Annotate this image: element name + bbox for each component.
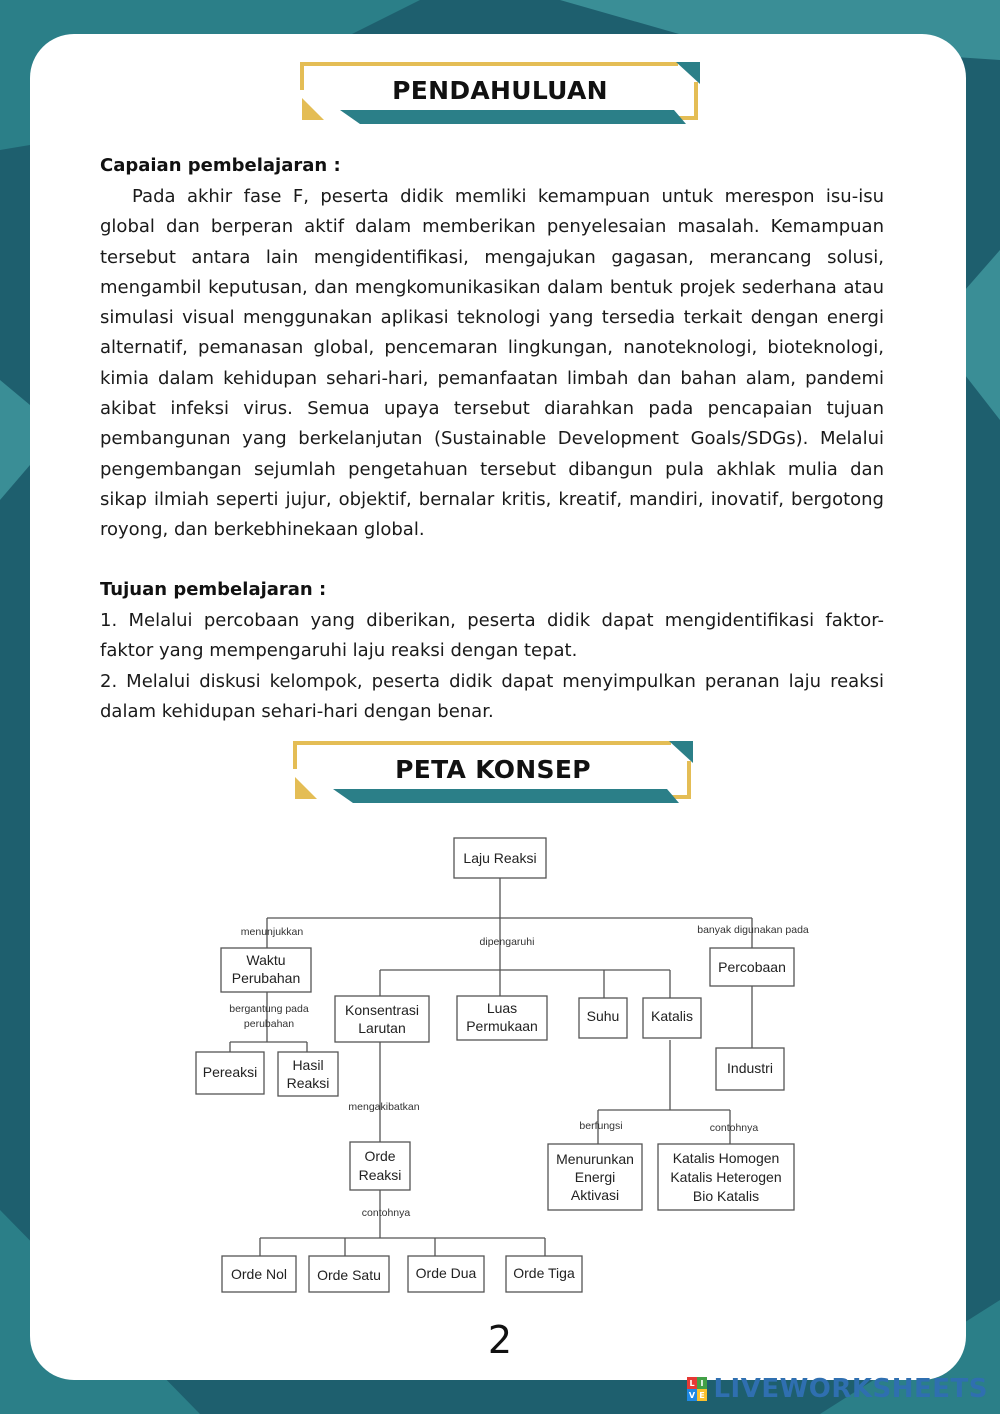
- label-orde-nol: Orde Nol: [230, 1266, 288, 1282]
- concept-map: [180, 822, 840, 1312]
- label-percobaan: Percobaan: [718, 959, 786, 975]
- label-katalis: Katalis: [650, 1008, 694, 1024]
- label-permukaan: Permukaan: [466, 1018, 538, 1034]
- label-orde-tiga: Orde Tiga: [513, 1265, 575, 1281]
- label-orde-satu: Orde Satu: [317, 1267, 381, 1283]
- label-larutan: Larutan: [358, 1020, 406, 1036]
- label-energi: Energi: [574, 1169, 616, 1185]
- label-katalis-homogen: Katalis Homogen: [672, 1150, 780, 1166]
- page-number: 2: [487, 1318, 513, 1362]
- label-konsentrasi: Konsentrasi: [345, 1002, 419, 1018]
- label-hasil: Hasil: [292, 1057, 324, 1073]
- tujuan-item: 1. Melalui percobaan yang diberikan, peserta didik dapat mengidentifikasi faktor-faktor yang mempengaruhi laju reaksi dengan tepat.: [100, 610, 884, 662]
- label-pereaksi: Pereaksi: [202, 1064, 258, 1080]
- label-luas: Luas: [486, 1000, 518, 1016]
- badge-letter: L: [689, 1379, 696, 1388]
- link-perubahan: perubahan: [243, 1018, 295, 1030]
- label-menurunkan: Menurunkan: [556, 1151, 634, 1167]
- link-contohnya-katalis: contohnya: [709, 1122, 759, 1134]
- capaian-text: Pada akhir fase F, peserta didik memliki kemampuan untuk merespon isu-isu global dan berperan aktif dalam memberikan penyelesaian masalah. Kemampuan tersebut antara lain mengidentifikasi, mengajukan gagasan, merancang solusi, mengambil keputusan, dan mengkomunikasikan dalam bentuk projek sederhana atau simulasi visual menggunakan aplikasi teknologi yang tersedia terkait dengan energi alternatif, pemanasan global, pencemaran lingkungan, nanoteknologi, bioteknologi, kimia dalam kehidupan sehari-hari, pemanfaatan limbah dan bahan alam, pandemi akibat infeksi virus. Semua upaya tersebut diarahkan pada pencapaian tujuan pembangunan yang berkelanjutan (Sustainable Development Goals/SDGs). Melalui pengembangan sejumlah pengetahuan tersebut dibangun pula akhlak mulia dan sikap ilmiah seperti jujur, objektif, bernalar kritis, kreatif, mandiri, inovatif, bergotong royong, dan berkebhinekaan global.: [100, 186, 884, 541]
- label-orde: Orde: [364, 1148, 396, 1164]
- badge-letter: E: [699, 1391, 706, 1400]
- link-mengakibatkan: mengakibatkan: [348, 1101, 420, 1113]
- banner-title: PENDAHULUAN: [392, 76, 608, 105]
- label-laju-reaksi: Laju Reaksi: [463, 850, 537, 866]
- badge-letter: I: [700, 1379, 704, 1388]
- link-berfungsi: berfungsi: [579, 1120, 623, 1132]
- liveworksheets-text: LIVEWORKSHEETS: [713, 1374, 988, 1404]
- link-contohnya-orde: contohnya: [361, 1207, 411, 1219]
- section-banner-peta-konsep: [293, 741, 693, 803]
- capaian-heading: Capaian pembelajaran :: [100, 155, 341, 176]
- tujuan-item: 2. Melalui diskusi kelompok, peserta didik dapat menyimpulkan peranan laju reaksi dalam kehidupan sehari-hari dengan benar.: [100, 670, 884, 722]
- liveworksheets-logo[interactable]: [687, 1373, 988, 1405]
- tujuan-list: [100, 606, 884, 727]
- label-waktu: Waktu: [246, 952, 286, 968]
- link-bergantung: bergantung pada: [229, 1003, 309, 1015]
- link-dipengaruhi: dipengaruhi: [479, 936, 535, 948]
- label-aktivasi: Aktivasi: [570, 1187, 620, 1203]
- label-suhu: Suhu: [586, 1008, 620, 1024]
- link-menunjukkan: menunjukkan: [240, 926, 304, 938]
- label-orde-dua: Orde Dua: [415, 1265, 477, 1281]
- section-banner-pendahuluan: [300, 62, 700, 124]
- capaian-paragraph: [100, 182, 884, 546]
- label-industri: Industri: [727, 1060, 773, 1076]
- label-orde-reaksi: Reaksi: [358, 1167, 402, 1183]
- tujuan-heading: Tujuan pembelajaran :: [100, 579, 327, 600]
- label-katalis-heterogen: Katalis Heterogen: [670, 1169, 782, 1185]
- label-perubahan: Perubahan: [231, 970, 301, 986]
- label-bio-katalis: Bio Katalis: [692, 1188, 760, 1204]
- banner-title: PETA KONSEP: [395, 755, 591, 784]
- liveworksheets-badge-icon: [687, 1377, 707, 1401]
- badge-letter: V: [689, 1391, 696, 1400]
- label-reaksi: Reaksi: [286, 1075, 330, 1091]
- link-digunakan: banyak digunakan pada: [697, 924, 809, 936]
